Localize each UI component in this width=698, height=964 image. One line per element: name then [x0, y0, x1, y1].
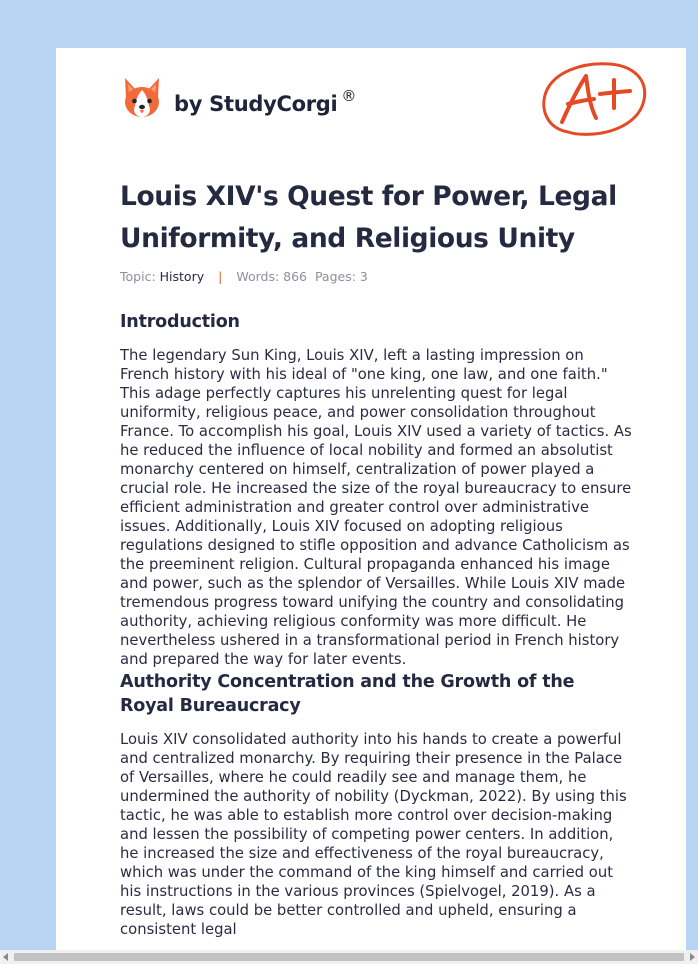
a-plus-grade-icon	[538, 58, 650, 142]
document-page	[56, 48, 686, 964]
section-paragraph-introduction: The legendary Sun King, Louis XIV, left a lasting impression on French history with his ideal of "one king, one law, and one faith." This adage perfectly captures his unrelenting quest for legal uniformity, religious peace, and power consolidation throughout France. To accomplish his goal, Louis XIV used a variety of tactics. As he reduced the influence of local nobility and formed an absolutist monarchy centered on himself, centralization of power played a crucial role. He increased the size of the royal bureaucracy to ensure efficient administration and greater control over administrative issues. Additionally, Louis XIV focused on adopting religious regulations designed to stifle opposition and advance Catholicism as the preeminent religion. Cultural propaganda enhanced his image and power, such as the splendor of Versailles. While Louis XIV made tremendous progress toward unifying the country and consolidating authority, achieving religious conformity was more difficult. He nevertheless ushered in a transformational period in French history and prepared the way for later events.	[120, 347, 632, 668]
brand-name	[174, 86, 357, 116]
grade-badge	[538, 58, 650, 147]
section-heading-authority: Authority Concentration and the Growth of the Royal Bureaucracy	[120, 672, 575, 716]
essay-body	[120, 310, 632, 939]
page-count: Pages: 3	[314, 269, 368, 284]
scroll-right-arrow-icon[interactable]	[690, 953, 695, 961]
section-paragraph-authority: Louis XIV consolidated authority into his hands to create a powerful and centralized monarchy. By requiring their presence in the Palace of Versailles, where he could readily see and manage them, he undermined the authority of nobility (Dyckman, 2022). By using this tactic, he was able to establish more control over decision-making and lessen the possibility of competing power centers. In addition, he increased the size and effectiveness of the royal bureaucracy, which was under the command of the king himself and carried out his instructions in the various provinces (Spielvogel, 2019). As a result, laws could be better controlled and upheld, ensuring a consistent legal	[120, 731, 627, 938]
registered-mark: ®	[341, 86, 357, 105]
scrollbar-thumb[interactable]	[14, 953, 684, 961]
topic-link[interactable]: History	[159, 269, 205, 284]
corgi-icon	[122, 76, 162, 120]
scroll-left-arrow-icon[interactable]	[3, 953, 8, 961]
brand-text: by StudyCorgi	[174, 91, 338, 116]
meta-separator: |	[218, 269, 223, 284]
section-heading-introduction: Introduction	[120, 312, 240, 332]
document-meta	[120, 269, 368, 284]
word-count: Words: 866	[236, 269, 307, 284]
topic-label: Topic:	[120, 269, 156, 284]
studycorgi-logo[interactable]	[122, 76, 356, 120]
horizontal-scrollbar[interactable]	[0, 950, 698, 964]
page-title: Louis XIV's Quest for Power, Legal Uniformity, and Religious Unity	[120, 181, 617, 254]
